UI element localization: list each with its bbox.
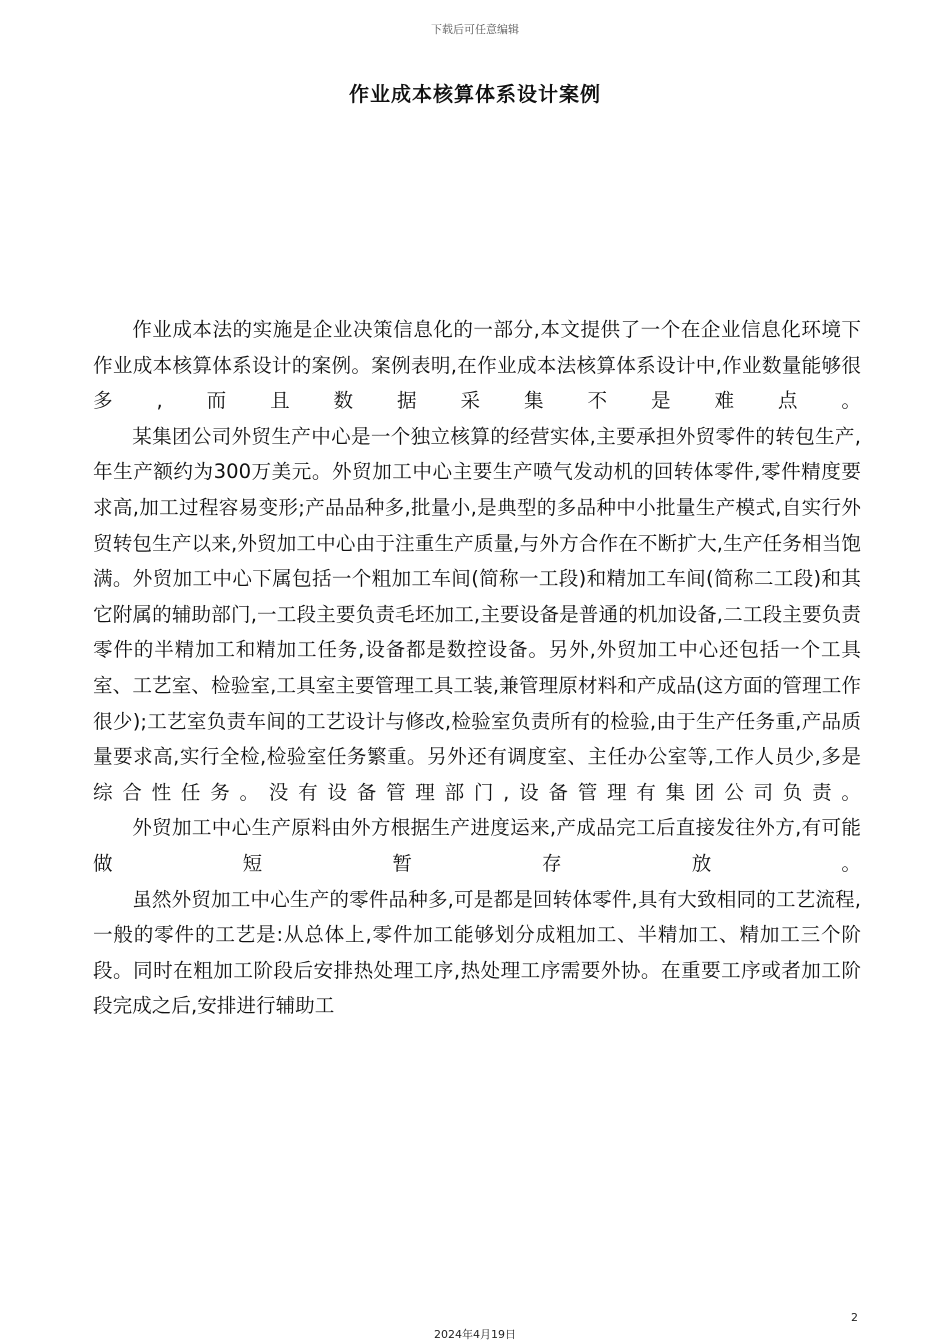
- document-title: 作业成本核算体系设计案例: [349, 82, 601, 106]
- paragraph: 外贸加工中心生产原料由外方根据生产进度运来,产成品完工后直接发往外方,有可能做短暂存放。: [93, 816, 861, 875]
- header-note: 下载后可任意编辑: [431, 23, 519, 36]
- paragraph: 某集团公司外贸生产中心是一个独立核算的经营实体,主要承担外贸零件的转包生产,年生产额约为300万美元。外贸加工中心主要生产喷气发动机的回转体零件,零件精度要求高,加工过程容易变形;产品品种多,批量小,是典型的多品种中小批量生产模式,自实行外贸转包生产以来,外贸加工中心由于注重生产质量,与外方合作在不断扩大,生产任务相当饱满。外贸加工中心下属包括一个粗加工车间(简称一工段)和精加工车间(简称二工段)和其它附属的辅助部门,一工段主要负责毛坯加工,主要设备是普通的机加设备,二工段主要负责零件的半精加工和精加工任务,设备都是数控设备。另外,外贸加工中心还包括一个工具室、工艺室、检验室,工具室主要管理工具工装,兼管理原材料和产成品(这方面的管理工作很少);工艺室负责车间的工艺设计与修改,检验室负责所有的检验,由于生产任务重,产品质量要求高,实行全检,检验室任务繁重。另外还有调度室、主任办公室等,工作人员少,多是综合性任务。没有设备管理部门,设备管理有集团公司负责。: [93, 424, 861, 804]
- paragraph: 作业成本法的实施是企业决策信息化的一部分,本文提供了一个在企业信息化环境下作业成本核算体系设计的案例。案例表明,在作业成本法核算体系设计中,作业数量能够很多,而且数据采集不是难点。: [93, 318, 861, 413]
- paragraph: 虽然外贸加工中心生产的零件品种多,可是都是回转体零件,具有大致相同的工艺流程,一般的零件的工艺是:从总体上,零件加工能够划分成粗加工、半精加工、精加工三个阶段。同时在粗加工阶段后安排热处理工序,热处理工序需要外协。在重要工序或者加工阶段完成之后,安排进行辅助工: [93, 887, 861, 1018]
- footer-date: 2024年4月19日: [434, 1328, 516, 1341]
- document-body: [93, 312, 861, 1024]
- page-number: 2: [851, 1311, 858, 1324]
